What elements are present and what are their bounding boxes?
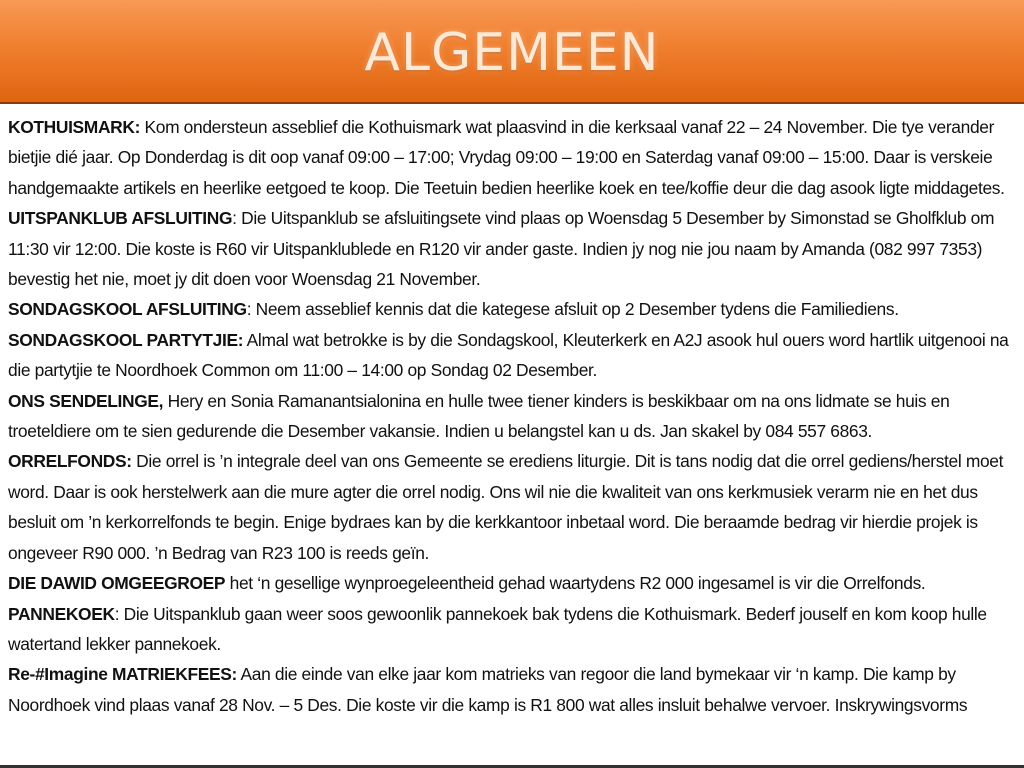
notice-text: : Die Uitspanklub se afsluitingsete vind plaas op Woensdag 5 Desember by Simonstad se Gholfklub om 11:30 vir 12:00. Die koste is R60 vir Uitspanklublede en R120 vir ander gaste. Indien jy nog nie jou naam by Amanda (082 997 7353) bevestig het nie, moet jy dit doen voor Woensdag 21 November. (8, 208, 995, 290)
notice-text: Die orrel is ’n integrale deel van ons Gemeente se erediens liturgie. Dit is tans nodig dat die orrel gediens/herstel moet word. Daar is ook herstelwerk aan die mure agter die orrel nodig. Ons wil nie die kwaliteit van ons kerkmusiek verarm nie en het dus besluit om ’n kerkorrelfonds te begin. Enige bydraes kan by die kerkkantoor inbetaal word. Die beraamde bedrag vir hierdie projek is ongeveer R90 000. ’n Bedrag van R23 100 is reeds geïn. (8, 451, 1004, 563)
notice-kothuismark (8, 112, 1018, 203)
notice-pannekoek (8, 599, 1018, 660)
header-bar (0, 0, 1024, 104)
notice-heading: DIE DAWID OMGEEGROEP (8, 573, 226, 594)
notice-text: het ‘n gesellige wynproegeleentheid gehad waartydens R2 000 ingesamel is vir die Orrelfonds. (225, 573, 926, 594)
notice-heading: SONDAGSKOOL AFSLUITING (8, 299, 247, 320)
notice-text: Kom ondersteun asseblief die Kothuismark wat plaasvind in die kerksaal vanaf 22 – 24 November. Die tye verander bietjie dié jaar. Op Donderdag is dit oop vanaf 09:00 – 17:00; Vrydag 09:00 – 19:00 en Saterdag vanaf 09:00 – 15:00. Daar is verskeie handgemaakte artikels en heerlike eetgoed te koop. Die Teetuin bedien heerlike koek en tee/koffie deur die dag asook ligte middagetes. (8, 117, 1005, 198)
notice-sondagskool-partytjie (8, 325, 1018, 386)
notice-heading: ONS SENDELINGE, (8, 390, 164, 411)
notice-heading: KOTHUISMARK: (8, 117, 141, 137)
notice-heading: PANNEKOEK (8, 603, 115, 624)
notice-orrelfonds (8, 446, 1018, 568)
notice-heading: SONDAGSKOOL PARTYTJIE: (8, 329, 244, 350)
notice-text: Hery en Sonia Ramanantsialonina en hulle twee tiener kinders is beskikbaar om na ons lidmate se huis en troeteldiere om te sien gedurende die Desember vakansie. Indien u belangstel kan u ds. Jan skakel by 084 557 6863. (8, 390, 950, 442)
notice-text: Aan die einde van elke jaar kom matrieks van regoor die land bymekaar vir ‘n kamp. Die kamp by Noordhoek vind plaas vanaf 28 Nov. – 5 Des. Die koste vir die kamp is R1 800 wat alles insluit behalwe vervoer. Inskrywingsvorms (8, 664, 968, 715)
notice-heading: UITSPANKLUB AFSLUITING (8, 208, 233, 229)
notice-heading: Re-#Imagine MATRIEKFEES: (8, 664, 237, 685)
notices-body (8, 112, 1018, 762)
notice-text: : Die Uitspanklub gaan weer soos gewoonlik pannekoek bak tydens die Kothuismark. Bederf jouself en kom koop hulle watertand lekker pannekoek. (8, 603, 987, 654)
notice-text: : Neem asseblief kennis dat die kategese afsluit op 2 Desember tydens die Familiediens. (246, 299, 899, 320)
notice-text: Almal wat betrokke is by die Sondagskool, Kleuterkerk en A2J asook hul ouers word hartlik uitgenooi na die partytjie te Noordhoek Common om 11:00 – 14:00 op Sondag 02 Desember. (8, 329, 1009, 381)
notice-dawid-omgeegroep (8, 568, 1018, 598)
notice-uitspanklub-afsluiting (8, 203, 1018, 294)
notice-matriekfees (8, 659, 1018, 720)
notice-sondagskool-afsluiting (8, 294, 1018, 324)
notice-ons-sendelinge (8, 386, 1018, 447)
notice-heading: ORRELFONDS: (8, 451, 132, 472)
page-title: ALGEMEEN (364, 23, 660, 83)
